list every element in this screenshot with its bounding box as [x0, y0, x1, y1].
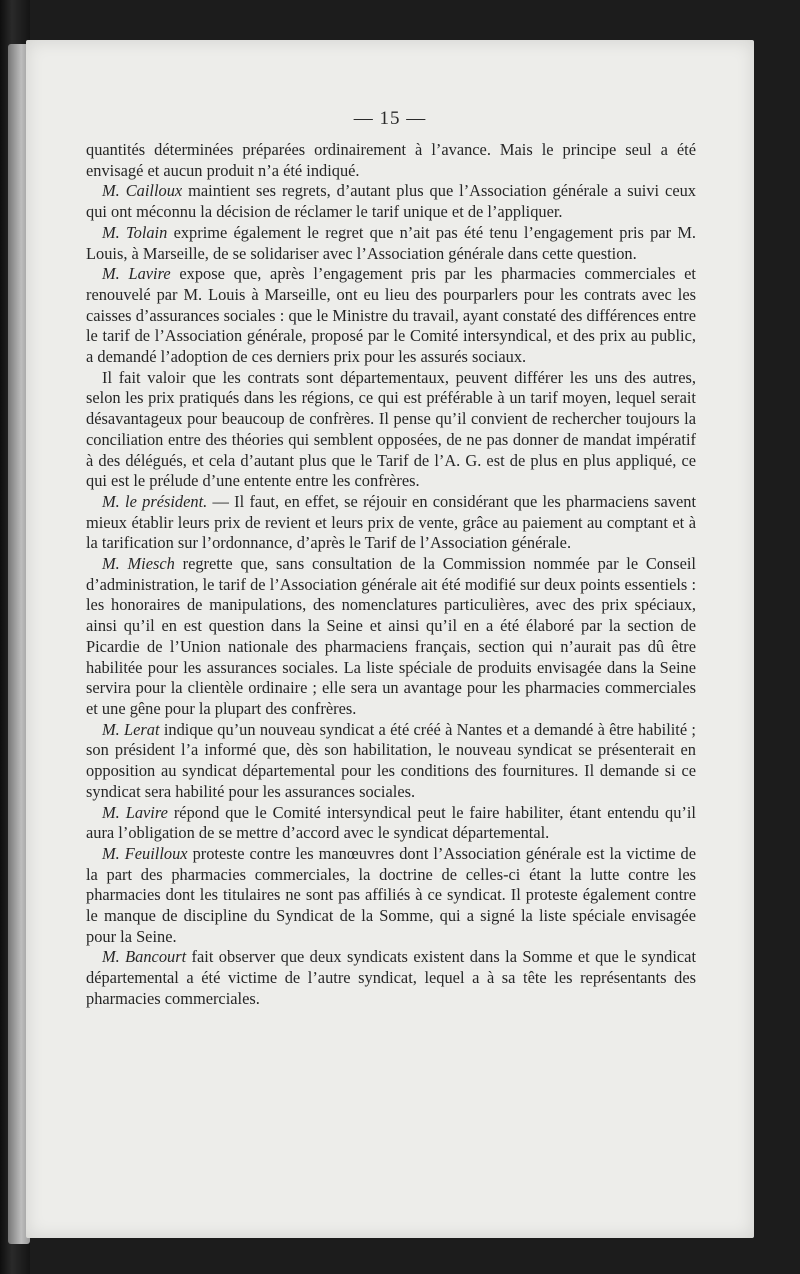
paragraph	[86, 181, 696, 222]
paragraph	[86, 264, 696, 368]
speaker-name: M. Bancourt	[102, 947, 187, 967]
speaker-name: M. Lavire	[102, 264, 171, 284]
paragraph	[86, 368, 696, 492]
speaker-name: M. le président.	[102, 491, 208, 511]
paragraph-text: maintient ses regrets, d’autant plus que l’Association générale a suivi ceux qui ont méconnu la décision de réclamer le tarif unique et de l’appliquer.	[86, 181, 696, 222]
speaker-name: M. Tolain	[102, 222, 168, 242]
speaker-name: M. Lavire	[102, 802, 168, 822]
paragraph	[86, 554, 696, 720]
paragraph	[86, 720, 696, 803]
body-text	[86, 140, 696, 1010]
paragraph-text: quantités déterminées préparées ordinairement à l’avance. Mais le principe seul a été envisagé et aucun produit n’a été indiqué.	[86, 140, 696, 180]
page-number: — 15 —	[353, 108, 427, 129]
paragraph	[86, 492, 696, 554]
paragraph	[86, 844, 696, 948]
paragraph	[86, 947, 696, 1009]
paragraph-text: indique qu’un nouveau syndicat a été créé à Nantes et a demandé à être habilité ; son président l’a informé que, dès son habilitation, le nouveau syndicat se présenterait en opposition au syndicat départemental pour les conditions des fournitures. Il demande si ce syndicat sera habilité pour les assurances sociales.	[86, 719, 696, 801]
paragraph-text: proteste contre les manœuvres dont l’Association générale est la victime de la part des pharmacies commerciales, la doctrine de celles-ci étant la lutte contre les pharmacies dont les titulaires ne sont pas affiliés à ce syndicat. Il proteste également contre le manque de discipline du Syndicat de la Somme, qui a signé la liste spéciale envisagée pour la Seine.	[86, 843, 696, 946]
paragraph-text: regrette que, sans consultation de la Commission nommée par le Conseil d’administration, le tarif de l’Association générale ait été modifié sur deux points essentiels : les honoraires de manipulations, des nomenclatures particulières, avec des prix spéciaux, ainsi qu’il en est question dans la Seine et ainsi qu’il en a été élaboré par la section de Picardie de l’Union nationale des pharmaciens français, section qui n’aurait pas dû être habilitée pour les assurances sociales. La liste spéciale de produits envisagée dans la Seine servira pour la clientèle ordinaire ; elle sera un avantage pour les pharmacies commerciales et une gêne pour la plupart des confrères.	[86, 554, 696, 718]
speaker-name: M. Cailloux	[102, 181, 183, 201]
paragraph-text: expose que, après l’engagement pris par les pharmacies commerciales et renouvelé par M. Louis à Marseille, ont eu lieu des pourparlers pour les contrats avec les caisses d’assurances sociales : que le Ministre du travail, ayant constaté des différences entre le tarif de l’Association générale, proposé par le Comité intersyndical, et des prix au public, a demandé l’adoption de ces derniers prix pour les assurés sociaux.	[86, 264, 696, 367]
paragraph	[86, 223, 696, 264]
paragraph	[86, 803, 696, 844]
paragraph-text: fait observer que deux syndicats existent dans la Somme et que le syndicat départemental a été victime de l’autre syndicat, lequel a à sa tête les représentants des pharmacies commerciales.	[86, 947, 696, 1008]
speaker-name: M. Lerat	[102, 719, 160, 739]
paragraph-text: exprime également le regret que n’ait pas été tenu l’engagement pris par M. Louis, à Marseille, de se solidariser avec l’Association générale dans cette question.	[86, 222, 696, 263]
paragraph	[86, 140, 696, 181]
paragraph-text: répond que le Comité intersyndical peut le faire habiliter, étant entendu qu’il aura l’obligation de se mettre d’accord avec le syndicat départemental.	[86, 802, 696, 843]
paragraph-text: Il fait valoir que les contrats sont départementaux, peuvent différer les uns des autres, selon les prix pratiqués dans les régions, ce qui est préférable à un tarif moyen, lequel serait désavantageux pour beaucoup de confrères. Il pense qu’il convient de rechercher toujours la conciliation entre des théories qui semblent opposées, de ne pas donner de mandat impératif à des délégués, et cela d’autant plus que le Tarif de l’A. G. est de plus en plus appliqué, ce qui est le prélude d’une entente entre les confrères.	[86, 367, 696, 491]
speaker-name: M. Feuilloux	[102, 843, 188, 863]
book-page	[26, 40, 754, 1238]
speaker-name: M. Miesch	[102, 554, 175, 574]
paragraph-text: — Il faut, en effet, se réjouir en considérant que les pharmaciens savent mieux établir leurs prix de revient et leurs prix de vente, grâce au paiement au comptant et à la tarification sur l’ordonnance, d’après le Tarif de l’Association générale.	[86, 491, 697, 553]
